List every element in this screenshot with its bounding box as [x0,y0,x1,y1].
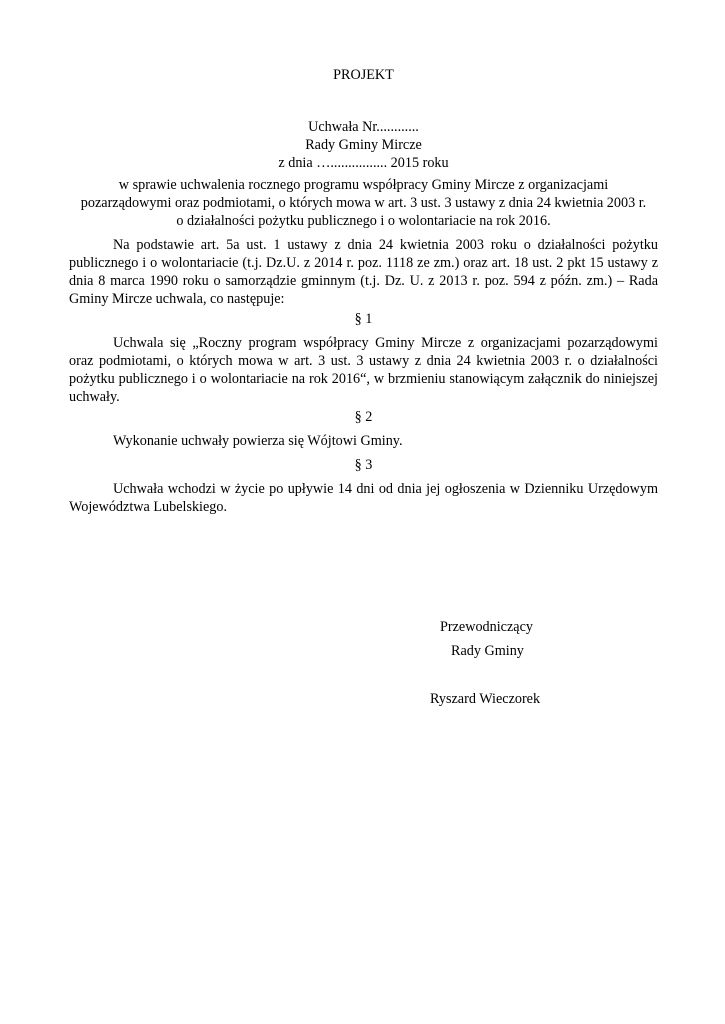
signature-title: Przewodniczący [440,619,533,635]
subject-line-2: pozarządowymi oraz podmiotami, o których mowa w art. 3 ust. 3 ustawy z dnia 24 kwietnia 2003 r. [80,195,647,211]
draft-status-label: PROJEKT [333,67,394,83]
signature-body: Rady Gminy [451,643,524,659]
preamble-paragraph: Na podstawie art. 5a ust. 1 ustawy z dnia 24 kwietnia 2003 roku o działalności pożytku publicznego i o wolontariacie (t.j. Dz.U. z 2014 r. poz. 1118 ze zm.) oraz art. 18 ust. 2 pkt 15 ustawy z dnia 8 marca 1990 roku o samorządzie gminnym (t.j. Dz. U. z 2013 r. poz. 594 z późn. zm.) – Rada Gminy Mircze uchwala, co następuje: [69,237,658,307]
section-3-heading: § 3 [354,457,373,473]
section-2-heading: § 2 [354,409,373,425]
signature-name: Ryszard Wieczorek [430,691,541,707]
subject-line-3: o działalności pożytku publicznego i o wolontariacie na rok 2016. [176,213,551,229]
subject-line-1: w sprawie uchwalenia rocznego programu współpracy Gminy Mircze z organizacjami [118,177,609,193]
section-3-text: Uchwała wchodzi w życie po upływie 14 dni od dnia jej ogłoszenia w Dzienniku Urzędowym Województwa Lubelskiego. [69,481,658,515]
section-2-text: Wykonanie uchwały powierza się Wójtowi Gminy. [113,433,403,449]
resolution-number: Uchwała Nr............ [308,119,419,135]
section-1-text: Uchwala się „Roczny program współpracy Gminy Mircze z organizacjami pozarządowymi oraz podmiotami, o których mowa w art. 3 ust. 3 ustawy z dnia 24 kwietnia 2003 r. o działalności pożytku publicznego i o wolontariacie na rok 2016“, w brzmieniu stanowiącym załącznik do niniejszej uchwały. [69,335,658,405]
council-name: Rady Gminy Mircze [305,137,422,153]
resolution-date: z dnia …................ 2015 roku [278,155,449,171]
section-1-heading: § 1 [354,311,373,327]
